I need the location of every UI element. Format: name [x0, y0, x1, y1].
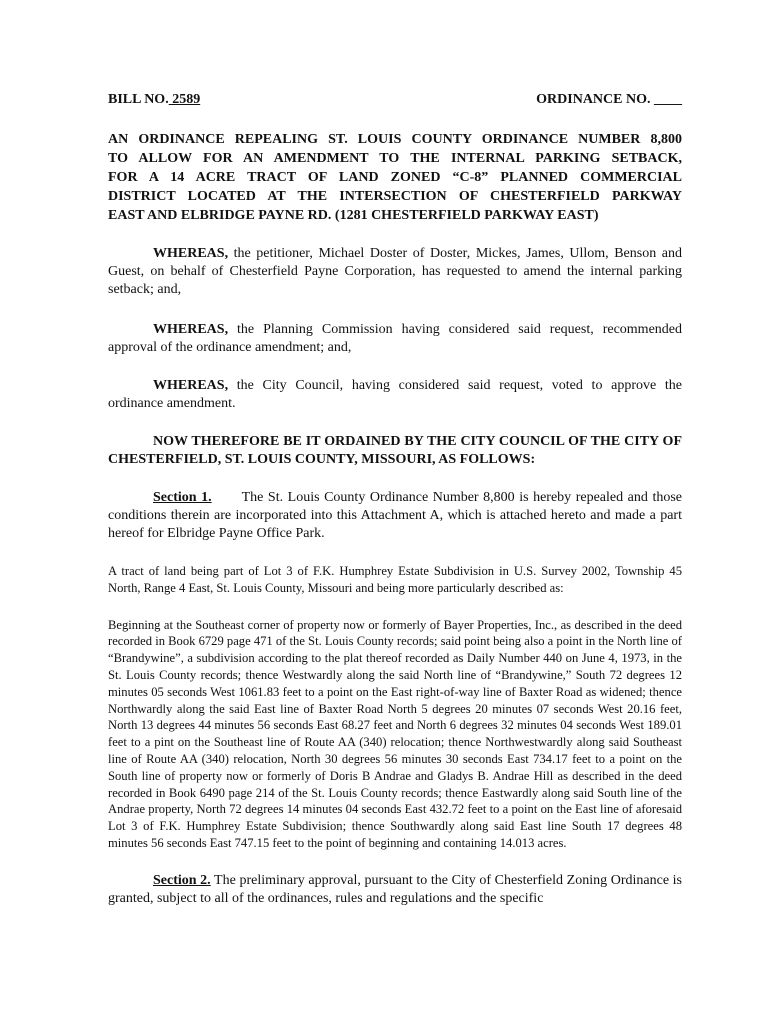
whereas-clause-2: WHEREAS, the Planning Commission having considered said request, recommended approval of the ordinance amendment; and, — [108, 322, 682, 355]
section-1-label: Section 1. — [153, 490, 212, 505]
tract-description-intro: A tract of land being part of Lot 3 of F.K. Humphrey Estate Subdivision in U.S. Survey 2002, Township 45 North, Range 4 East, St. Louis County, Missouri and being more particularly described as: — [108, 564, 682, 595]
title-line: EAST AND ELBRIDGE PAYNE RD. (1281 CHESTERFIELD PARKWAY EAST) — [108, 208, 599, 223]
legal-description: Beginning at the Southeast corner of property now or formerly of Bayer Properties, Inc., as described in the deed recorded in Book 6729 page 471 of the St. Louis County records; said point being also a point in the North line of “Brandywine”, a subdivision according to the plat thereof recorded as Daily Number 440 on June 4, 1973, in the St. Louis County records; thence Westwardly along the said North line of “Brandywine,” South 72 degrees 12 minutes 05 seconds West 1061.83 feet to a point on the East right-of-way line of Baxter Road as widened; thence Northwardly along the said East line of Baxter Road North 5 degrees 20 minutes 07 seconds West 20.16 feet, North 13 degrees 44 minutes 56 seconds East 68.27 feet and North 6 degrees 32 minutes 04 seconds West 189.01 feet to a pint on the Southeast line of Route AA (340) relocation; thence Northwestwardly along said Southeast line of Route AA (340) relocation, North 30 degrees 56 minutes 30 seconds East 734.17 feet to a point on the South line of property now or formerly of Doris B Andrae and Gladys B. Andrae Hill as described in the deed recorded in Book 6490 page 214 of the St. Louis County records; thence Eastwardly along said South line of the Andrae property, North 72 degrees 14 minutes 04 seconds East 432.72 feet to a point on the East line of aforesaid Lot 3 of F.K. Humphrey Estate Subdivision; thence Southwardly along said East line South 17 degrees 48 minutes 56 seconds East 747.15 feet to the point of beginning and containing 14.013 acres. — [108, 617, 682, 850]
bill-number-value: 2589 — [168, 92, 201, 107]
whereas-clause-1: WHEREAS, the petitioner, Michael Doster of Doster, Mickes, James, Ullom, Benson and Guest, on behalf of Chesterfield Payne Corporation, has requested to amend the internal parking setback; and, — [108, 246, 682, 297]
section-1: Section 1. The St. Louis County Ordinance Number 8,800 is hereby repealed and those conditions therein are incorporated into this Attachment A, which is attached hereto and made a part hereof for Elbridge Payne Office Park. — [108, 490, 682, 541]
document-header — [108, 92, 682, 110]
ordinance-page — [108, 92, 682, 908]
title-line: DISTRICT LOCATED AT THE INTERSECTION OF CHESTERFIELD PARKWAY — [108, 189, 682, 204]
title-line: FOR A 14 ACRE TRACT OF LAND ZONED “C-8” PLANNED COMMERCIAL — [108, 170, 682, 185]
title-line: AN ORDINANCE REPEALING ST. LOUIS COUNTY ORDINANCE NUMBER 8,800 — [108, 132, 682, 147]
enacting-clause: NOW THEREFORE BE IT ORDAINED BY THE CITY COUNCIL OF THE CITY OF CHESTERFIELD, ST. LOUIS COUNTY, MISSOURI, AS FOLLOWS: — [108, 434, 682, 467]
whereas-clause-3: WHEREAS, the City Council, having considered said request, voted to approve the ordinance amendment. — [108, 378, 682, 411]
bill-number: BILL NO. 2589 — [108, 92, 201, 107]
title-line: TO ALLOW FOR AN AMENDMENT TO THE INTERNAL PARKING SETBACK, — [108, 151, 682, 166]
ordinance-number: ORDINANCE NO. ____ — [536, 92, 682, 107]
section-2-label: Section 2. — [153, 872, 211, 888]
section-2: Section 2. The preliminary approval, pursuant to the City of Chesterfield Zoning Ordinance is granted, subject to all of the ordinances, rules and regulations and the specific — [108, 872, 682, 906]
ordinance-title — [108, 130, 682, 225]
